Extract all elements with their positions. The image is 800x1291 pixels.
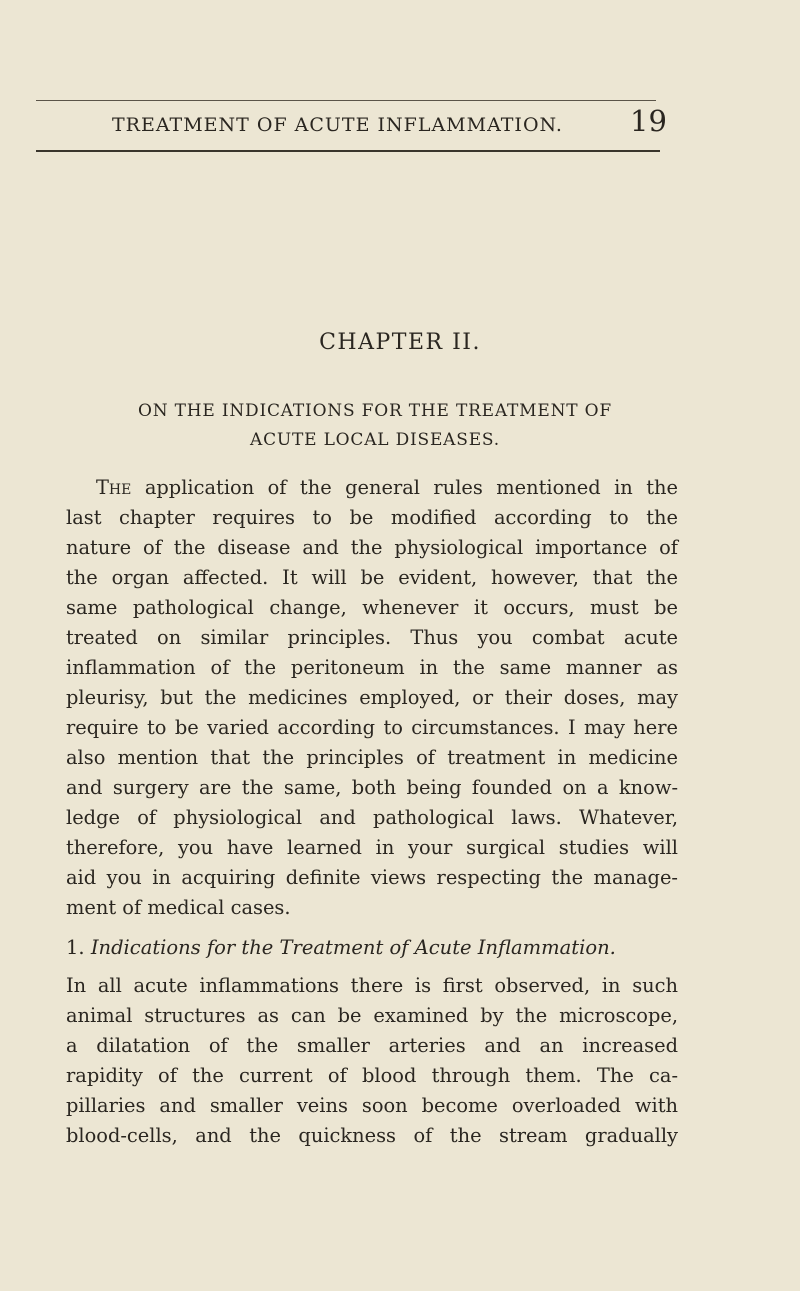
paragraph-1-line: last chapter requires to be modified according to the <box>66 506 678 529</box>
header-rule <box>36 150 660 152</box>
chapter-title: CHAPTER II. <box>319 330 481 355</box>
paragraph-1-line: aid you in acquiring definite views respecting the manage- <box>66 866 678 889</box>
paragraph-2-line: a dilatation of the smaller arteries and an increased <box>66 1034 678 1057</box>
paragraph-1-line: inflammation of the peritoneum in the same manner as <box>66 656 678 679</box>
paragraph-1-line: The application of the general rules mentioned in the <box>96 476 678 499</box>
paragraph-1-line: and surgery are the same, both being founded on a know- <box>66 776 678 799</box>
paragraph-2-line: pillaries and smaller veins soon become overloaded with <box>66 1094 678 1117</box>
paragraph-2-line: rapidity of the current of blood through them. The ca- <box>66 1064 678 1087</box>
running-title: TREATMENT OF ACUTE INFLAMMATION. <box>112 114 563 136</box>
paragraph-1-line: the organ affected. It will be evident, however, that the <box>66 566 678 589</box>
section-heading <box>66 936 616 959</box>
paragraph-1-line: ment of medical cases. <box>66 896 291 919</box>
running-head <box>112 114 672 136</box>
paragraph-1-line: treated on similar principles. Thus you combat acute <box>66 626 678 649</box>
top-rule <box>36 100 656 101</box>
paragraph-2-line: In all acute inflammations there is first observed, in such <box>66 974 678 997</box>
paragraph-1-line: same pathological change, whenever it occurs, must be <box>66 596 678 619</box>
paragraph-1-line: nature of the disease and the physiological importance of <box>66 536 678 559</box>
paragraph-1-line: therefore, you have learned in your surgical studies will <box>66 836 678 859</box>
chapter-subtitle-line-2: ACUTE LOCAL DISEASES. <box>250 430 500 450</box>
paragraph-2-line: animal structures as can be examined by the microscope, <box>66 1004 678 1027</box>
section-number: 1. <box>66 936 85 959</box>
paragraph-1-line: pleurisy, but the medicines employed, or their doses, may <box>66 686 678 709</box>
paragraph-1-line: also mention that the principles of treatment in medicine <box>66 746 678 769</box>
drop-word: The <box>96 476 132 499</box>
chapter-subtitle-line-1: ON THE INDICATIONS FOR THE TREATMENT OF <box>138 401 612 421</box>
section-title: Indications for the Treatment of Acute Inflammation. <box>90 936 616 959</box>
paragraph-1-line: ledge of physiological and pathological laws. Whatever, <box>66 806 678 829</box>
paragraph-2-line: blood-cells, and the quickness of the stream gradually <box>66 1124 678 1147</box>
page-number: 19 <box>630 104 667 138</box>
paragraph-1-line: require to be varied according to circumstances. I may here <box>66 716 678 739</box>
